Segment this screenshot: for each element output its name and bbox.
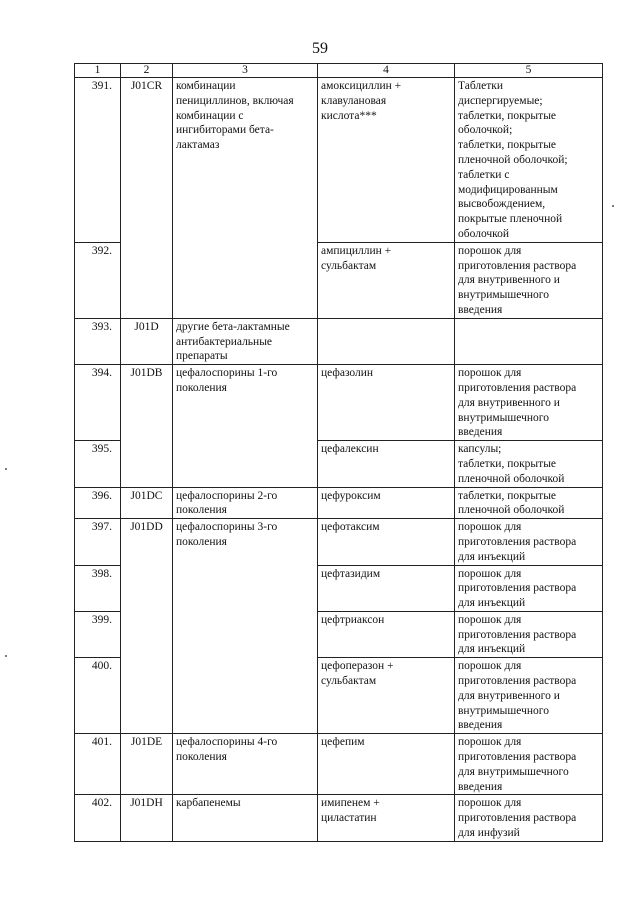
atc-group: карбапенемы <box>173 795 318 841</box>
row-number: 394. <box>75 365 121 441</box>
header-cell: 2 <box>121 64 173 78</box>
scan-speck <box>5 655 7 657</box>
atc-code: J01DC <box>121 487 173 519</box>
atc-group: цефалоспорины 4-го поколения <box>173 734 318 795</box>
row-number: 393. <box>75 318 121 364</box>
row-number: 392. <box>75 242 121 318</box>
drug-name: цефепим <box>318 734 455 795</box>
dosage-form: порошок для приготовления раствора для инъекций <box>455 519 603 565</box>
scan-speck <box>5 468 7 470</box>
atc-group: комбинации пенициллинов, включая комбинации с ингибиторами бета- лактамаз <box>173 78 318 319</box>
row-number: 401. <box>75 734 121 795</box>
table-row <box>75 487 603 519</box>
drug-name: цефуроксим <box>318 487 455 519</box>
dosage-form: порошок для приготовления раствора для внутривенного и внутримышечного введения <box>455 242 603 318</box>
row-number: 395. <box>75 441 121 487</box>
atc-code: J01D <box>121 318 173 364</box>
atc-code: J01CR <box>121 78 173 319</box>
drug-table <box>74 63 603 842</box>
header-cell: 4 <box>318 64 455 78</box>
table-row <box>75 365 603 441</box>
row-number: 391. <box>75 78 121 243</box>
dosage-form: порошок для приготовления раствора для внутривенного и внутримышечного введения <box>455 365 603 441</box>
dosage-form: порошок для приготовления раствора для инъекций <box>455 611 603 657</box>
header-cell: 5 <box>455 64 603 78</box>
table-row <box>75 78 603 243</box>
drug-name: цефотаксим <box>318 519 455 565</box>
row-number: 400. <box>75 658 121 734</box>
dosage-form: порошок для приготовления раствора для внутримышечного введения <box>455 734 603 795</box>
row-number: 399. <box>75 611 121 657</box>
row-number: 396. <box>75 487 121 519</box>
dosage-form: порошок для приготовления раствора для инъекций <box>455 565 603 611</box>
drug-name: цефалексин <box>318 441 455 487</box>
dosage-form: капсулы; таблетки, покрытые пленочной оболочкой <box>455 441 603 487</box>
table-row <box>75 734 603 795</box>
drug-name: цефазолин <box>318 365 455 441</box>
drug-name: цефоперазон + сульбактам <box>318 658 455 734</box>
header-cell: 3 <box>173 64 318 78</box>
drug-name: амоксициллин + клавулановая кислота*** <box>318 78 455 243</box>
table-row <box>75 795 603 841</box>
atc-code: J01DB <box>121 365 173 487</box>
dosage-form <box>455 318 603 364</box>
scan-speck <box>612 205 614 207</box>
table-row <box>75 318 603 364</box>
atc-code: J01DH <box>121 795 173 841</box>
drug-name: цефтриаксон <box>318 611 455 657</box>
drug-name: имипенем + циластатин <box>318 795 455 841</box>
atc-code: J01DD <box>121 519 173 734</box>
dosage-form: порошок для приготовления раствора для инфузий <box>455 795 603 841</box>
table-row <box>75 519 603 565</box>
atc-group: цефалоспорины 1-го поколения <box>173 365 318 487</box>
drug-name: цефтазидим <box>318 565 455 611</box>
row-number: 402. <box>75 795 121 841</box>
header-cell: 1 <box>75 64 121 78</box>
page-number: 59 <box>312 40 328 57</box>
atc-group: цефалоспорины 3-го поколения <box>173 519 318 734</box>
drug-name: ампициллин + сульбактам <box>318 242 455 318</box>
dosage-form: таблетки, покрытые пленочной оболочкой <box>455 487 603 519</box>
atc-group: другие бета-лактамные антибактериальные препараты <box>173 318 318 364</box>
drug-name <box>318 318 455 364</box>
dosage-form: Таблетки диспергируемые; таблетки, покрытые оболочкой; таблетки, покрытые пленочной оболочкой; таблетки с модифицированным высвобождением, покрытые пленочной оболочкой <box>455 78 603 243</box>
atc-group: цефалоспорины 2-го поколения <box>173 487 318 519</box>
row-number: 398. <box>75 565 121 611</box>
atc-code: J01DE <box>121 734 173 795</box>
row-number: 397. <box>75 519 121 565</box>
dosage-form: порошок для приготовления раствора для внутривенного и внутримышечного введения <box>455 658 603 734</box>
header-row <box>75 64 603 78</box>
